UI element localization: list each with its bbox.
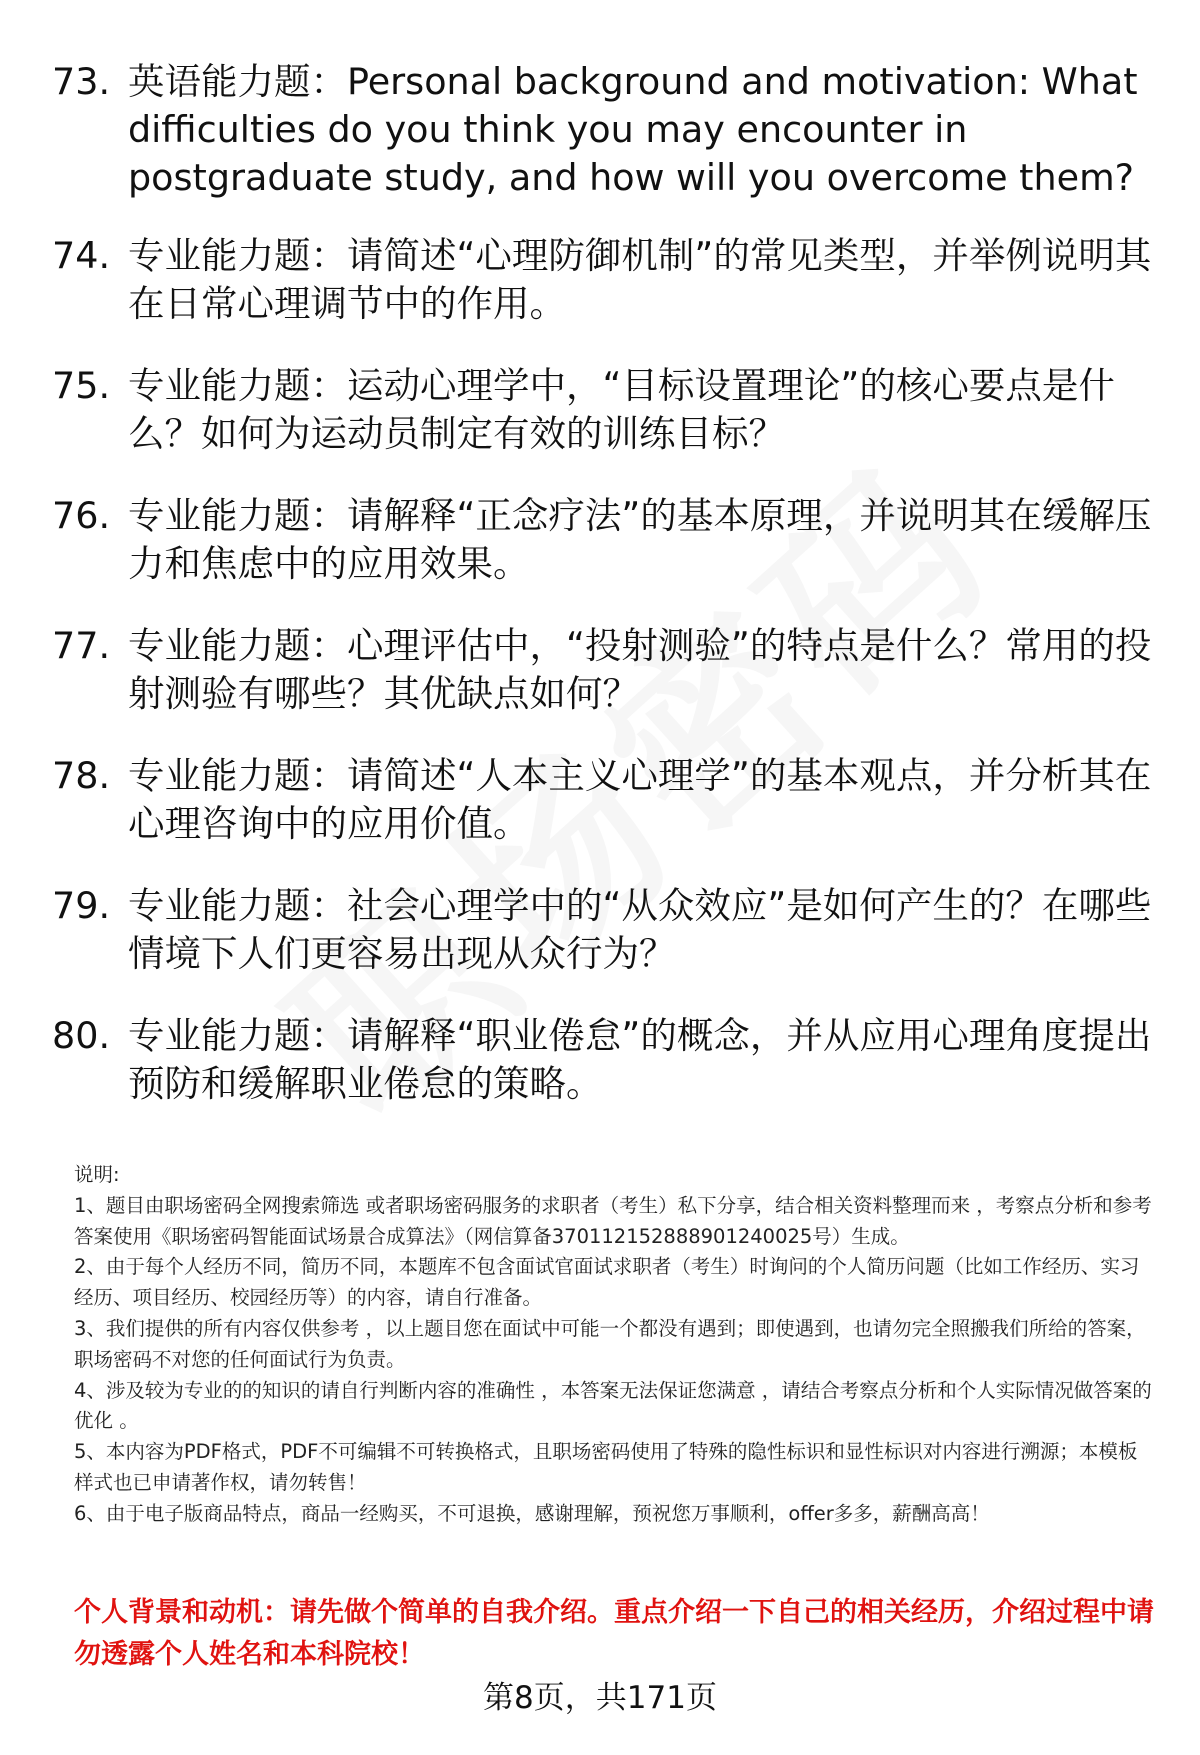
note-item: 5、本内容为PDF格式，PDF不可编辑不可转换格式，且职场密码使用了特殊的隐性标识和显性标识对内容进行溯源；本模板样式也已申请著作权，请勿转售！ bbox=[74, 1440, 1138, 1494]
question-text: 专业能力题：请简述“人本主义心理学”的基本观点，并分析其在心理咨询中的应用价值。 bbox=[128, 754, 1152, 845]
note-item: 6、由于电子版商品特点，商品一经购买，不可退换，感谢理解，预祝您万事顺利，offer多多，薪酬高高！ bbox=[74, 1501, 990, 1525]
question-number: 79. bbox=[52, 884, 111, 927]
question-number: 80. bbox=[52, 1014, 111, 1057]
question-item bbox=[52, 622, 1162, 718]
question-text: 英语能力题：Personal background and motivation: What difficulties do you think you may encounter in postgraduate study, and how will you overcome them? bbox=[128, 60, 1138, 199]
question-item bbox=[52, 362, 1162, 458]
note-item: 2、由于每个人经历不同，简历不同，本题库不包含面试官面试求职者（考生）时询问的个人简历问题（比如工作经历、实习经历、项目经历、校园经历等）的内容，请自行准备。 bbox=[74, 1255, 1140, 1310]
highlight-question: 个人背景和动机：请先做个简单的自我介绍。重点介绍一下自己的相关经历，介绍过程中请勿透露个人姓名和本科院校！ bbox=[74, 1597, 1154, 1670]
question-item bbox=[52, 58, 1162, 202]
question-item bbox=[52, 752, 1162, 848]
question-list bbox=[52, 58, 1162, 1142]
question-item bbox=[52, 1012, 1162, 1108]
notes-title: 说明: bbox=[74, 1163, 120, 1186]
question-number: 74. bbox=[52, 234, 111, 277]
note-item: 3、我们提供的所有内容仅供参考 ，以上题目您在面试中可能一个都没有遇到；即使遇到，也请勿完全照搬我们所给的答案，职场密码不对您的任何面试行为负责。 bbox=[74, 1316, 1146, 1371]
notes-section bbox=[74, 1160, 1154, 1530]
question-number: 76. bbox=[52, 494, 111, 537]
question-number: 75. bbox=[52, 364, 111, 407]
question-number: 73. bbox=[52, 60, 111, 103]
question-item bbox=[52, 232, 1162, 328]
note-item: 1、题目由职场密码全网搜索筛选 或者职场密码服务的求职者（考生）私下分享，结合相关资料整理而来 ，考察点分析和参考答案使用《职场密码智能面试场景合成算法》（网信算备370112152888901240025号）生成。 bbox=[74, 1193, 1152, 1248]
note-item: 4、涉及较为专业的的知识的请自行判断内容的准确性 ，本答案无法保证您满意 ，请结合考察点分析和个人实际情况做答案的优化 。 bbox=[74, 1378, 1152, 1433]
question-text: 专业能力题：心理评估中，“投射测验”的特点是什么？常用的投射测验有哪些？其优缺点如何？ bbox=[128, 624, 1152, 715]
question-text: 专业能力题：请解释“正念疗法”的基本原理，并说明其在缓解压力和焦虑中的应用效果。 bbox=[128, 494, 1152, 585]
question-item bbox=[52, 882, 1162, 978]
question-text: 专业能力题：运动心理学中，“目标设置理论”的核心要点是什么？如何为运动员制定有效的训练目标？ bbox=[128, 364, 1115, 455]
question-number: 78. bbox=[52, 754, 111, 797]
question-text: 专业能力题：请简述“心理防御机制”的常见类型，并举例说明其在日常心理调节中的作用。 bbox=[128, 234, 1152, 325]
question-text: 专业能力题：请解释“职业倦怠”的概念，并从应用心理角度提出预防和缓解职业倦怠的策略。 bbox=[128, 1014, 1152, 1105]
page-number: 第8页，共171页 bbox=[483, 1680, 717, 1716]
question-item bbox=[52, 492, 1162, 588]
question-number: 77. bbox=[52, 624, 111, 667]
question-text: 专业能力题：社会心理学中的“从众效应”是如何产生的？在哪些情境下人们更容易出现从众行为？ bbox=[128, 884, 1152, 975]
